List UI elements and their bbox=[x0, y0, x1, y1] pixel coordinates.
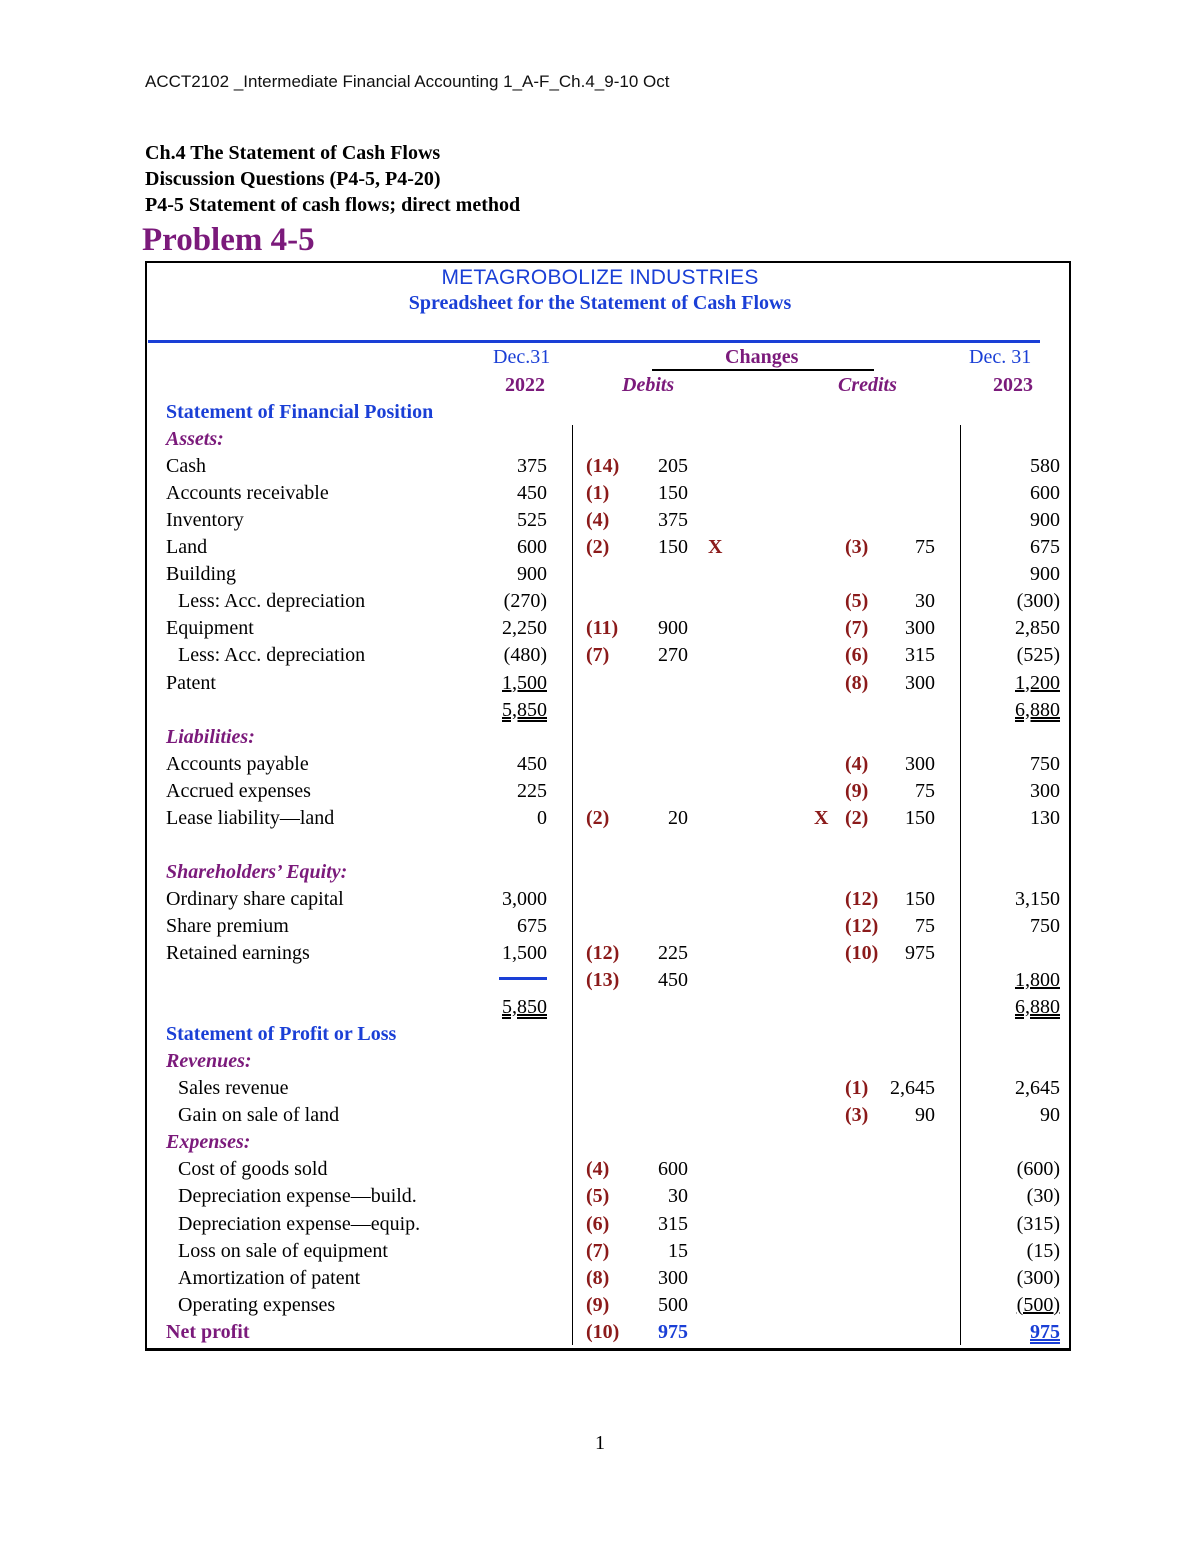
credit-ref: (3) bbox=[845, 536, 869, 559]
debit-ref: (5) bbox=[586, 1185, 610, 1208]
value-2023: (315) bbox=[1016, 1212, 1060, 1235]
value-2023: 2,850 bbox=[1015, 617, 1060, 640]
debit-amount: 975 bbox=[658, 1320, 688, 1343]
credit-amount: 300 bbox=[905, 671, 935, 694]
col-header-year-2023: 2023 bbox=[993, 374, 1033, 396]
value-2023: 3,150 bbox=[1015, 887, 1060, 910]
row-label: Lease liability—land bbox=[166, 806, 335, 829]
company-name: METAGROBOLIZE INDUSTRIES bbox=[441, 266, 759, 289]
value-2022: 5,850 bbox=[502, 698, 547, 721]
spreadsheet-row bbox=[0, 805, 1200, 832]
debit-ref: (9) bbox=[586, 1293, 610, 1316]
spreadsheet-row bbox=[0, 507, 1200, 534]
spreadsheet-row bbox=[0, 1211, 1200, 1238]
value-2022: 600 bbox=[517, 536, 547, 559]
row-label: Patent bbox=[166, 671, 216, 694]
debit-ref: (2) bbox=[586, 536, 610, 559]
value-2022: 3,000 bbox=[502, 887, 547, 910]
spreadsheet-row bbox=[0, 1048, 1200, 1075]
row-label: Loss on sale of equipment bbox=[178, 1239, 388, 1262]
credit-ref: (7) bbox=[845, 617, 869, 640]
spreadsheet-row bbox=[0, 1265, 1200, 1292]
problem-description: P4-5 Statement of cash flows; direct method bbox=[145, 194, 521, 216]
col-header-credits: Credits bbox=[838, 374, 897, 396]
value-2022: 1,500 bbox=[502, 671, 547, 694]
row-label: Share premium bbox=[166, 914, 289, 937]
credit-amount: 315 bbox=[905, 644, 935, 667]
debit-ref: (4) bbox=[586, 1158, 610, 1181]
debit-ref: (4) bbox=[586, 509, 610, 532]
row-label: Operating expenses bbox=[178, 1293, 336, 1316]
row-label: Statement of Profit or Loss bbox=[166, 1023, 397, 1046]
credit-amount: 90 bbox=[915, 1104, 935, 1127]
credit-amount: 2,645 bbox=[890, 1077, 935, 1100]
value-2023: (525) bbox=[1016, 644, 1060, 667]
value-2022: 1,500 bbox=[502, 942, 547, 964]
credit-amount: 975 bbox=[905, 942, 935, 964]
row-label: Depreciation expense—build. bbox=[178, 1185, 417, 1208]
row-label: Equipment bbox=[166, 617, 254, 640]
row-label: Net profit bbox=[166, 1320, 250, 1343]
value-2022: 0 bbox=[537, 806, 547, 829]
value-2022: 675 bbox=[517, 914, 547, 937]
spreadsheet-row bbox=[0, 1156, 1200, 1183]
value-2023: (300) bbox=[1016, 590, 1060, 613]
col-header-dec31-2022: Dec.31 bbox=[493, 346, 551, 368]
row-label: Land bbox=[166, 536, 208, 559]
debit-amount: 270 bbox=[658, 644, 688, 667]
row-label: Accounts receivable bbox=[166, 482, 329, 505]
row-label: Accounts payable bbox=[166, 752, 309, 775]
debit-amount: 150 bbox=[658, 536, 688, 559]
value-2023: 750 bbox=[1030, 914, 1060, 937]
debit-amount: 225 bbox=[658, 942, 688, 964]
value-2022: 450 bbox=[517, 482, 547, 505]
credit-amount: 75 bbox=[915, 779, 935, 802]
x-mark: X bbox=[814, 806, 829, 829]
value-2023: 750 bbox=[1030, 752, 1060, 775]
credit-ref: (6) bbox=[845, 644, 869, 667]
spreadsheet-row bbox=[0, 1319, 1200, 1346]
debit-amount: 450 bbox=[658, 969, 688, 992]
total-rule bbox=[499, 977, 547, 980]
row-label: Retained earnings bbox=[166, 942, 310, 964]
row-label: Expenses: bbox=[166, 1131, 251, 1154]
spreadsheet-row bbox=[0, 832, 1200, 859]
spreadsheet-row bbox=[0, 480, 1200, 507]
spreadsheet-row bbox=[0, 1292, 1200, 1319]
row-label: Amortization of patent bbox=[178, 1266, 361, 1289]
value-2023: (500) bbox=[1016, 1293, 1060, 1316]
credit-ref: (9) bbox=[845, 779, 869, 802]
debit-ref: (2) bbox=[586, 806, 610, 829]
col-header-dec31-2023: Dec. 31 bbox=[969, 346, 1032, 368]
col-header-year-2022: 2022 bbox=[505, 374, 545, 396]
value-2023: 675 bbox=[1030, 536, 1060, 559]
row-label: Cash bbox=[166, 455, 206, 478]
spreadsheet-row bbox=[0, 1021, 1200, 1048]
credit-ref: (12) bbox=[845, 914, 879, 937]
value-2023: (15) bbox=[1026, 1239, 1060, 1262]
row-label: Accrued expenses bbox=[166, 779, 311, 802]
value-2023: 900 bbox=[1030, 509, 1060, 532]
value-2022: 2,250 bbox=[502, 617, 547, 640]
value-2022: (480) bbox=[503, 644, 547, 667]
credit-ref: (4) bbox=[845, 752, 869, 775]
page-number: 1 bbox=[595, 1432, 605, 1454]
col-header-changes: Changes bbox=[725, 346, 799, 368]
value-2022: (270) bbox=[503, 590, 547, 613]
row-label: Ordinary share capital bbox=[166, 887, 344, 910]
spreadsheet-row bbox=[0, 534, 1200, 561]
spreadsheet-row bbox=[0, 399, 1200, 426]
spreadsheet-row bbox=[0, 615, 1200, 642]
credit-amount: 30 bbox=[915, 590, 935, 613]
debit-amount: 205 bbox=[658, 455, 688, 478]
problem-title: Problem 4-5 bbox=[142, 222, 315, 258]
debit-ref: (11) bbox=[586, 617, 619, 640]
spreadsheet-title: Spreadsheet for the Statement of Cash Flows bbox=[408, 292, 792, 314]
row-label: Less: Acc. depreciation bbox=[178, 590, 366, 613]
debit-ref: (8) bbox=[586, 1266, 610, 1289]
spreadsheet-row bbox=[0, 1075, 1200, 1102]
value-2023: 975 bbox=[1030, 1320, 1060, 1343]
running-head: ACCT2102 _Intermediate Financial Accounting 1_A-F_Ch.4_9-10 Oct bbox=[145, 72, 670, 91]
debit-ref: (1) bbox=[586, 482, 610, 505]
debit-ref: (13) bbox=[586, 969, 620, 992]
row-label: Depreciation expense—equip. bbox=[178, 1212, 421, 1235]
credit-ref: (1) bbox=[845, 1077, 869, 1100]
debit-ref: (7) bbox=[586, 1239, 610, 1262]
discussion-questions-heading: Discussion Questions (P4-5, P4-20) bbox=[145, 168, 441, 190]
value-2023: 300 bbox=[1030, 779, 1060, 802]
debit-amount: 20 bbox=[668, 806, 688, 829]
debit-amount: 900 bbox=[658, 617, 688, 640]
spreadsheet-row bbox=[0, 1238, 1200, 1265]
value-2023: 1,200 bbox=[1015, 671, 1060, 694]
spreadsheet-row bbox=[0, 1183, 1200, 1210]
spreadsheet-row bbox=[0, 561, 1200, 588]
debit-ref: (12) bbox=[586, 942, 620, 964]
value-2023: 6,880 bbox=[1015, 698, 1060, 721]
credit-amount: 75 bbox=[915, 914, 935, 937]
value-2022: 375 bbox=[517, 455, 547, 478]
debit-ref: (14) bbox=[586, 455, 620, 478]
credit-ref: (2) bbox=[845, 806, 869, 829]
value-2023: 90 bbox=[1040, 1104, 1060, 1127]
debit-ref: (6) bbox=[586, 1212, 610, 1235]
credit-ref: (8) bbox=[845, 671, 869, 694]
row-label: Sales revenue bbox=[178, 1077, 289, 1100]
spreadsheet-row bbox=[0, 994, 1200, 1021]
debit-amount: 600 bbox=[658, 1158, 688, 1181]
value-2023: (600) bbox=[1016, 1158, 1060, 1181]
spreadsheet-row bbox=[0, 886, 1200, 913]
row-label: Gain on sale of land bbox=[178, 1104, 340, 1127]
spreadsheet-row bbox=[0, 642, 1200, 669]
credit-ref: (3) bbox=[845, 1104, 869, 1127]
debit-amount: 30 bbox=[668, 1185, 688, 1208]
value-2022: 525 bbox=[517, 509, 547, 532]
credit-ref: (5) bbox=[845, 590, 869, 613]
value-2023: 900 bbox=[1030, 563, 1060, 586]
spreadsheet-row bbox=[0, 859, 1200, 886]
value-2023: 2,645 bbox=[1015, 1077, 1060, 1100]
debit-amount: 375 bbox=[658, 509, 688, 532]
value-2022: 225 bbox=[517, 779, 547, 802]
row-label: Statement of Financial Position bbox=[166, 401, 434, 423]
spreadsheet-row bbox=[0, 913, 1200, 940]
credit-amount: 75 bbox=[915, 536, 935, 559]
debit-amount: 300 bbox=[658, 1266, 688, 1289]
value-2023: (30) bbox=[1026, 1185, 1060, 1208]
header-divider bbox=[148, 340, 1040, 343]
row-label: Inventory bbox=[166, 509, 244, 532]
credit-amount: 300 bbox=[905, 617, 935, 640]
value-2023: 130 bbox=[1030, 806, 1060, 829]
debit-amount: 500 bbox=[658, 1293, 688, 1316]
spreadsheet-row bbox=[0, 697, 1200, 724]
value-2022: 450 bbox=[517, 752, 547, 775]
row-label: Less: Acc. depreciation bbox=[178, 644, 366, 667]
spreadsheet-row bbox=[0, 1102, 1200, 1129]
value-2022: 900 bbox=[517, 563, 547, 586]
debit-ref: (10) bbox=[586, 1320, 620, 1343]
spreadsheet-row bbox=[0, 940, 1200, 967]
credit-amount: 150 bbox=[905, 806, 935, 829]
value-2023: 1,800 bbox=[1015, 969, 1060, 992]
value-2023: 580 bbox=[1030, 455, 1060, 478]
spreadsheet-row bbox=[0, 670, 1200, 697]
row-label: Liabilities: bbox=[166, 725, 255, 748]
spreadsheet-row bbox=[0, 453, 1200, 480]
x-mark: X bbox=[708, 536, 723, 559]
value-2023: (300) bbox=[1016, 1266, 1060, 1289]
spreadsheet-row bbox=[0, 588, 1200, 615]
credit-amount: 300 bbox=[905, 752, 935, 775]
row-label: Assets: bbox=[166, 428, 224, 451]
spreadsheet-row bbox=[0, 724, 1200, 751]
debit-amount: 150 bbox=[658, 482, 688, 505]
spreadsheet-row bbox=[0, 751, 1200, 778]
col-header-debits: Debits bbox=[622, 374, 675, 396]
spreadsheet-row bbox=[0, 426, 1200, 453]
spreadsheet-row bbox=[0, 967, 1200, 994]
changes-rule bbox=[652, 369, 874, 371]
debit-ref: (7) bbox=[586, 644, 610, 667]
credit-ref: (12) bbox=[845, 887, 879, 910]
row-label: Cost of goods sold bbox=[178, 1158, 328, 1181]
value-2022: 5,850 bbox=[502, 996, 547, 1019]
value-2023: 6,880 bbox=[1015, 996, 1060, 1019]
debit-amount: 15 bbox=[668, 1239, 688, 1262]
row-label: Shareholders’ Equity: bbox=[166, 860, 348, 883]
spreadsheet-row bbox=[0, 1129, 1200, 1156]
chapter-title: Ch.4 The Statement of Cash Flows bbox=[145, 142, 441, 164]
row-label: Building bbox=[166, 563, 237, 586]
debit-amount: 315 bbox=[658, 1212, 688, 1235]
value-2023: 600 bbox=[1030, 482, 1060, 505]
credit-ref: (10) bbox=[845, 942, 879, 964]
credit-amount: 150 bbox=[905, 887, 935, 910]
row-label: Revenues: bbox=[166, 1050, 252, 1073]
spreadsheet-row bbox=[0, 778, 1200, 805]
